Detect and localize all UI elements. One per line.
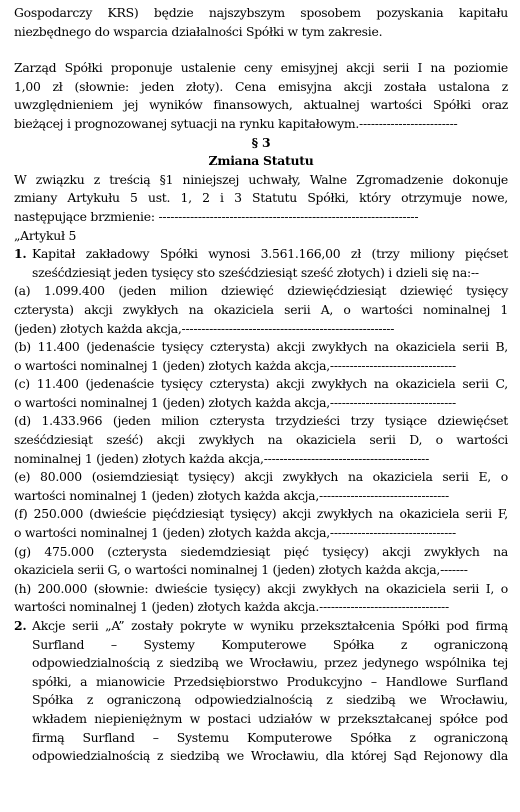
text-line: (h) 200.000 (słownie: dwieście tysięcy) akcji zwykłych na okaziciela serii I, o xyxy=(14,580,508,596)
subitem-d xyxy=(14,412,508,468)
text-line: uwzględnieniem jej wyników finansowych, aktualnej wartości Spółki oraz xyxy=(14,97,508,113)
subitem-g xyxy=(14,543,508,580)
text-line: sześćdziesiąt jeden tysięcy sto sześćdziesiąt sześć złotych) i dzieli się na:-- xyxy=(32,264,479,280)
text-line: (a) 1.099.400 (jeden milion dziewięć dziewięćdziesiąt dziewięć tysięcy xyxy=(14,283,508,299)
text-line: Surfland – Systemy Komputerowe Spółka z ograniczoną xyxy=(32,636,508,652)
text-line: odpowiedzialnością z siedzibą we Wrocławiu, dla której Sąd Rejonowy dla xyxy=(32,748,508,764)
text-line: o wartości nominalnej 1 (jeden) złotych każda akcja,-------------------------------- xyxy=(14,525,456,541)
text-line: wartości nominalnej 1 (jeden) złotych każda akcja,--------------------------------- xyxy=(14,487,449,503)
text-line: niezbędnego do wsparcia działalności Spółki w tym zakresie. xyxy=(14,23,383,39)
text-line: sześćdziesiąt sześć) akcji zwykłych na okaziciela serii D, o wartości xyxy=(14,432,508,448)
subitem-h xyxy=(14,580,508,617)
intro-paragraph xyxy=(14,171,508,227)
paragraph-1 xyxy=(14,4,508,41)
text-line: o wartości nominalnej 1 (jeden) złotych każda akcja,-------------------------------- xyxy=(14,394,456,410)
text-line: czterysta) akcji zwykłych na okaziciela serii A, o wartości nominalnej 1 xyxy=(14,301,508,317)
text-line: Gospodarczy KRS) będzie najszybszym sposobem pozyskania kapitału xyxy=(14,5,508,20)
text-line: wartości nominalnej 1 (jeden) złotych każda akcja.--------------------------------- xyxy=(14,599,449,615)
text-line: Zarząd Spółki proponuje ustalenie ceny emisyjnej akcji serii I na poziomie xyxy=(14,60,508,76)
text-line: (jeden) złotych każda akcja,------------------------------------------------------ xyxy=(14,320,395,336)
item-number: 2. xyxy=(14,618,27,633)
text-line: firmą Surfland – Systemu Komputerowe Spółka z ograniczoną xyxy=(32,729,508,745)
text-line: Kapitał zakładowy Spółki wynosi 3.561.166,00 zł (trzy miliony pięćset xyxy=(32,246,508,262)
paragraph-2 xyxy=(14,59,508,133)
text-line: (e) 80.000 (osiemdziesiąt tysięcy) akcji zwykłych na okaziciela serii E, o xyxy=(14,469,508,485)
text-line: następujące brzmienie: ------------------------------------------------------------------ xyxy=(14,208,419,224)
text-line: wkładem niepieniężnym w postaci udziałów w przekształcanej spółce pod xyxy=(32,710,508,726)
subitem-e xyxy=(14,468,508,505)
subitem-b xyxy=(14,338,508,375)
text-line: (g) 475.000 (czterysta siedemdziesiąt pięć tysięcy) akcji zwykłych na xyxy=(14,543,508,559)
text-line: (b) 11.400 (jedenaście tysięcy czterysta) akcji zwykłych na okaziciela serii B, xyxy=(14,339,508,355)
text-line: o wartości nominalnej 1 (jeden) złotych każda akcja,-------------------------------- xyxy=(14,357,456,373)
text-line: okaziciela serii G, o wartości nominalnej 1 (jeden) złotych każda akcja,------- xyxy=(14,562,468,578)
text-line: (d) 1.433.966 (jeden milion czterysta trzydzieści trzy tysiące dziewięćset xyxy=(14,413,508,429)
text-line: bieżącej i prognozowanej sytuacji na rynku kapitałowym.------------------------- xyxy=(14,115,458,131)
text-line: nominalnej 1 (jeden) złotych każda akcja,------------------------------------------ xyxy=(14,450,430,466)
item-number: 1. xyxy=(14,246,27,262)
text-line: (f) 250.000 (dwieście pięćdziesiąt tysięcy) akcji zwykłych na okaziciela serii F, xyxy=(14,506,508,522)
subitem-c xyxy=(14,375,508,412)
subitem-f xyxy=(14,505,508,542)
text-line: W związku z treścią §1 niniejszej uchwały, Walne Zgromadzenie dokonuje xyxy=(14,171,508,187)
text-line: Akcje serii „A” zostały pokryte w wyniku przekształcenia Spółki pod firmą xyxy=(32,618,508,633)
text-line: spółki, a mianowicie Przedsiębiorstwo Produkcyjno – Handlowe Surfland xyxy=(32,673,508,689)
subitem-a xyxy=(14,282,508,338)
list-item-2 xyxy=(14,617,508,766)
section-number: § 3 xyxy=(251,134,271,150)
text-line: 1,00 zł (słownie: jeden złoty). Cena emisyjna akcji została ustalona z xyxy=(14,78,508,94)
text-line: odpowiedzialnością z siedzibą we Wrocławiu, przez jedynego wspólnika tej xyxy=(32,655,508,671)
text-line: Spółka z ograniczoną odpowiedzialnością z siedzibą we Wrocławiu, xyxy=(32,692,508,708)
section-title: Zmiana Statutu xyxy=(208,153,314,169)
text-line: zmiany Artykułu 5 ust. 1, 2 i 3 Statutu Spółki, który otrzymuje nowe, xyxy=(14,190,508,206)
article-heading: „Artykuł 5 xyxy=(14,227,77,243)
list-item-1 xyxy=(14,245,508,282)
text-line: (c) 11.400 (jedenaście tysięcy czterysta) akcji zwykłych na okaziciela serii C, xyxy=(14,376,508,392)
